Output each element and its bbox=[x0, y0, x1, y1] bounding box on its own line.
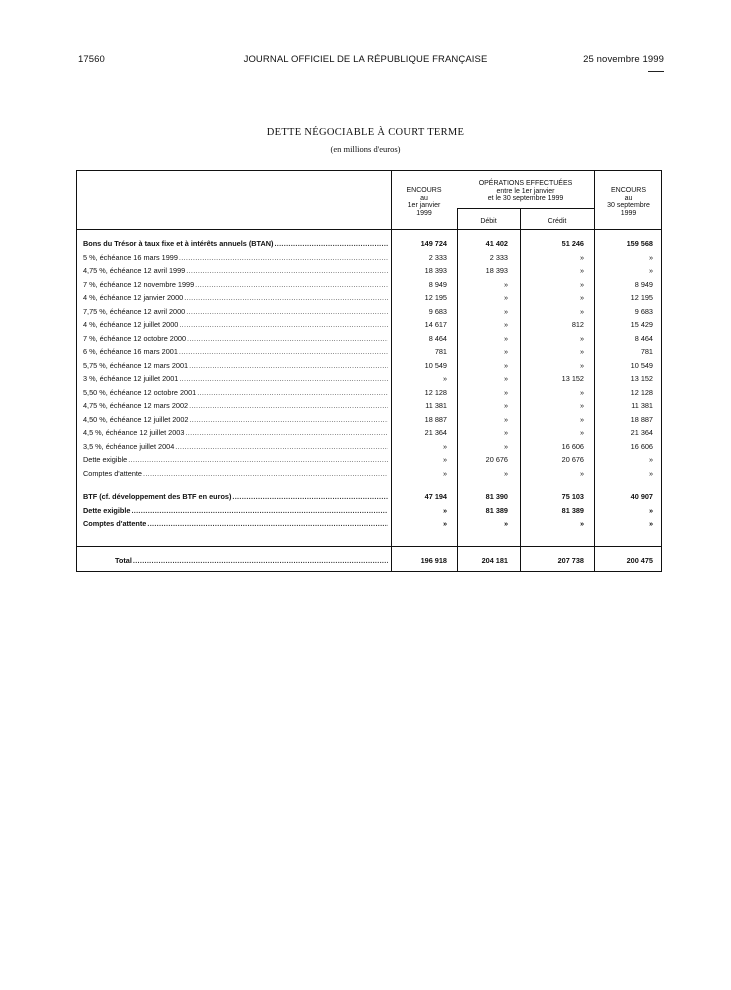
col-encours-debut bbox=[391, 187, 457, 217]
cell-debit: » bbox=[503, 279, 508, 289]
header-subdivider bbox=[457, 208, 594, 209]
cell-encours-fin: » bbox=[648, 468, 653, 478]
row-label bbox=[115, 554, 388, 568]
cell-credit: 16 606 bbox=[561, 441, 584, 451]
cell-encours-debut: 12 128 bbox=[424, 387, 447, 397]
cell-encours-debut: 21 364 bbox=[424, 428, 447, 437]
table-row bbox=[77, 490, 663, 504]
col-credit: Crédit bbox=[547, 218, 567, 225]
table-row bbox=[77, 453, 663, 467]
cell-credit: » bbox=[579, 519, 584, 528]
cell-encours-debut: 9 683 bbox=[428, 306, 447, 316]
cell-credit: » bbox=[579, 347, 584, 356]
table-subtitle: (en millions d'euros) bbox=[330, 144, 401, 154]
cell-credit: » bbox=[579, 279, 584, 289]
cell-encours-fin: 12 195 bbox=[630, 293, 653, 302]
page-number: 17560 bbox=[78, 54, 105, 65]
table-row bbox=[77, 305, 663, 319]
cell-encours-debut: 12 195 bbox=[424, 293, 447, 302]
col-encours-fin bbox=[594, 187, 663, 217]
table-row bbox=[77, 467, 663, 481]
cell-encours-debut: 8 464 bbox=[428, 333, 447, 343]
cell-encours-fin: » bbox=[648, 519, 653, 528]
cell-credit: » bbox=[579, 414, 584, 424]
cell-encours-debut: 8 949 bbox=[428, 279, 447, 289]
cell-credit: 51 246 bbox=[561, 239, 584, 248]
row-label bbox=[83, 467, 388, 481]
cell-debit: » bbox=[503, 401, 508, 410]
col-debit: Débit bbox=[480, 218, 497, 225]
row-label-text: 4 %, échéance 12 juillet 2000 bbox=[83, 320, 179, 329]
table-row bbox=[77, 318, 663, 332]
cell-encours-debut: » bbox=[442, 455, 447, 464]
row-label-text: Comptes d'attente bbox=[83, 468, 142, 478]
row-label-text: 4,75 %, échéance 12 mars 2002 bbox=[83, 401, 189, 410]
cell-debit: 81 390 bbox=[485, 492, 508, 501]
col-encours-debut-line: au bbox=[420, 194, 428, 202]
cell-encours-debut: 47 194 bbox=[424, 492, 447, 501]
journal-title: JOURNAL OFFICIEL DE LA RÉPUBLIQUE FRANÇAISE bbox=[243, 54, 488, 65]
issue-date: 25 novembre 1999 bbox=[583, 54, 664, 65]
cell-encours-fin: » bbox=[648, 455, 653, 464]
cell-encours-fin: 16 606 bbox=[630, 441, 653, 451]
table-row bbox=[77, 251, 663, 265]
total-separator bbox=[77, 546, 661, 547]
cell-encours-debut: » bbox=[442, 441, 447, 451]
row-label bbox=[83, 517, 388, 531]
cell-encours-fin: 13 152 bbox=[630, 374, 653, 383]
col-operations-line: entre le 1er janvier bbox=[496, 187, 555, 195]
cell-encours-debut: 2 333 bbox=[428, 252, 447, 262]
row-label bbox=[83, 426, 388, 440]
cell-encours-fin: 9 683 bbox=[634, 306, 653, 316]
cell-debit: » bbox=[503, 374, 508, 383]
cell-encours-fin: 159 568 bbox=[626, 239, 653, 248]
cell-encours-fin: 40 907 bbox=[630, 492, 653, 501]
table-row bbox=[77, 504, 663, 518]
row-label bbox=[83, 359, 388, 373]
debt-table bbox=[76, 170, 662, 572]
row-label bbox=[83, 440, 388, 454]
cell-encours-debut: » bbox=[442, 505, 447, 515]
row-label-text: 3 %, échéance 12 juillet 2001 bbox=[83, 374, 179, 383]
cell-debit: » bbox=[503, 468, 508, 478]
cell-encours-fin: » bbox=[648, 266, 653, 275]
table-row bbox=[77, 264, 663, 278]
header-rule bbox=[648, 71, 664, 72]
cell-encours-debut: 18 887 bbox=[424, 414, 447, 424]
table-row bbox=[77, 413, 663, 427]
row-label bbox=[83, 291, 388, 305]
row-label bbox=[83, 504, 388, 518]
row-label-text: Dette exigible bbox=[83, 505, 131, 515]
table-row bbox=[77, 237, 663, 251]
cell-credit: 20 676 bbox=[561, 455, 584, 464]
row-label bbox=[83, 372, 388, 386]
cell-debit: 18 393 bbox=[485, 266, 508, 275]
cell-encours-debut: 149 724 bbox=[420, 239, 447, 248]
row-label-text: 4,50 %, échéance 12 juillet 2002 bbox=[83, 414, 189, 424]
row-label-text: 5 %, échéance 16 mars 1999 bbox=[83, 252, 178, 262]
row-label bbox=[83, 237, 388, 251]
cell-encours-fin: 12 128 bbox=[630, 387, 653, 397]
row-label-text: 4,75 %, échéance 12 avril 1999 bbox=[83, 266, 186, 275]
col-encours-fin-line: 30 septembre bbox=[607, 202, 650, 209]
cell-encours-debut: » bbox=[442, 374, 447, 383]
row-label-text: 7 %, échéance 12 novembre 1999 bbox=[83, 279, 195, 289]
cell-debit: » bbox=[503, 320, 508, 329]
cell-encours-debut: » bbox=[442, 468, 447, 478]
cell-debit: » bbox=[503, 347, 508, 356]
table-row bbox=[77, 372, 663, 386]
row-label-text: 7,75 %, échéance 12 avril 2000 bbox=[83, 306, 186, 316]
cell-credit: » bbox=[579, 333, 584, 343]
row-label bbox=[83, 490, 388, 504]
cell-debit: » bbox=[503, 333, 508, 343]
cell-credit: » bbox=[579, 468, 584, 478]
row-label bbox=[83, 278, 388, 292]
row-label bbox=[83, 264, 388, 278]
cell-credit: » bbox=[579, 266, 584, 275]
table-row bbox=[77, 278, 663, 292]
cell-credit: 13 152 bbox=[561, 374, 584, 383]
cell-encours-debut: 14 617 bbox=[424, 320, 447, 329]
col-encours-fin-line: ENCOURS bbox=[610, 187, 646, 194]
cell-credit: » bbox=[579, 252, 584, 262]
cell-encours-debut: 11 381 bbox=[425, 401, 447, 410]
cell-credit: » bbox=[579, 401, 584, 410]
cell-credit: 812 bbox=[571, 320, 584, 329]
header-rule-bottom bbox=[77, 229, 661, 230]
cell-encours-fin: 10 549 bbox=[630, 360, 653, 370]
col-operations-line: et le 30 septembre 1999 bbox=[487, 195, 564, 202]
row-label-text: 5,50 %, échéance 12 octobre 2001 bbox=[83, 387, 197, 397]
cell-encours-fin: 18 887 bbox=[630, 414, 653, 424]
cell-encours-debut: 781 bbox=[434, 347, 447, 356]
col-encours-fin-line: au bbox=[624, 194, 633, 202]
row-label bbox=[83, 399, 388, 413]
cell-credit: » bbox=[579, 387, 584, 397]
cell-debit: 20 676 bbox=[485, 455, 508, 464]
col-encours-debut-line: 1999 bbox=[416, 209, 432, 217]
row-label-text: 4,5 %, échéance 12 juillet 2003 bbox=[83, 428, 185, 437]
cell-credit: » bbox=[579, 428, 584, 437]
col-encours-debut-line: 1er janvier bbox=[407, 202, 441, 209]
cell-credit: » bbox=[579, 306, 584, 316]
cell-encours-fin: 11 381 bbox=[631, 401, 653, 410]
row-label-text: 5,75 %, échéance 12 mars 2001 bbox=[83, 360, 189, 370]
cell-debit: » bbox=[503, 360, 508, 370]
total-row bbox=[77, 554, 663, 568]
table-row bbox=[77, 399, 663, 413]
cell-encours-fin: 8 464 bbox=[634, 333, 653, 343]
col-encours-debut-line: ENCOURS bbox=[406, 187, 442, 194]
table-title: DETTE NÉGOCIABLE À COURT TERME bbox=[266, 127, 465, 138]
table-row bbox=[77, 345, 663, 359]
cell-debit: » bbox=[503, 428, 508, 437]
cell-encours-fin: 21 364 bbox=[630, 428, 653, 437]
cell-debit: » bbox=[503, 519, 508, 528]
cell-encours-debut: 196 918 bbox=[420, 556, 447, 565]
row-label-text: Dette exigible bbox=[83, 455, 128, 464]
row-label bbox=[83, 345, 388, 359]
table-row bbox=[77, 359, 663, 373]
col-operations-line: OPÉRATIONS EFFECTUÉES bbox=[478, 180, 573, 187]
row-label-text: 6 %, échéance 16 mars 2001 bbox=[83, 347, 178, 356]
cell-encours-fin: 8 949 bbox=[634, 279, 653, 289]
row-label bbox=[83, 318, 388, 332]
cell-debit: » bbox=[503, 414, 508, 424]
row-label-text: Bons du Trésor à taux fixe et à intérêts annuels (BTAN) bbox=[83, 239, 274, 248]
cell-debit: » bbox=[503, 306, 508, 316]
row-label bbox=[83, 386, 388, 400]
cell-encours-debut: » bbox=[442, 519, 447, 528]
row-label-text: 4 %, échéance 12 janvier 2000 bbox=[83, 293, 184, 302]
cell-encours-debut: 10 549 bbox=[424, 360, 447, 370]
row-label bbox=[83, 413, 388, 427]
table-row bbox=[77, 426, 663, 440]
col-operations bbox=[457, 180, 594, 203]
cell-encours-fin: » bbox=[648, 505, 653, 515]
cell-debit: 204 181 bbox=[481, 556, 508, 565]
cell-encours-fin: 15 429 bbox=[630, 320, 653, 329]
table-row bbox=[77, 517, 663, 531]
cell-credit: 207 738 bbox=[557, 556, 584, 565]
table-row bbox=[77, 291, 663, 305]
row-label-text: 7 %, échéance 12 octobre 2000 bbox=[83, 333, 187, 343]
row-label bbox=[83, 453, 388, 467]
row-label bbox=[83, 332, 388, 346]
col-encours-fin-line: 1999 bbox=[620, 209, 637, 217]
table-row bbox=[77, 440, 663, 454]
row-label-text: Total bbox=[115, 556, 132, 565]
cell-credit: » bbox=[579, 293, 584, 302]
cell-encours-debut: 18 393 bbox=[424, 266, 447, 275]
table-row bbox=[77, 332, 663, 346]
row-label-text: BTF (cf. développement des BTF en euros) bbox=[83, 492, 232, 501]
row-label bbox=[83, 251, 388, 265]
cell-encours-fin: » bbox=[648, 252, 653, 262]
row-label bbox=[83, 305, 388, 319]
cell-credit: » bbox=[579, 360, 584, 370]
cell-encours-fin: 200 475 bbox=[626, 556, 653, 565]
cell-credit: 75 103 bbox=[561, 492, 584, 501]
table-row bbox=[77, 386, 663, 400]
cell-debit: » bbox=[503, 441, 508, 451]
row-label-text: 3,5 %, échéance juillet 2004 bbox=[83, 441, 175, 451]
cell-debit: 41 402 bbox=[485, 239, 508, 248]
cell-credit: 81 389 bbox=[561, 505, 584, 515]
cell-encours-fin: 781 bbox=[640, 347, 653, 356]
cell-debit: » bbox=[503, 293, 508, 302]
cell-debit: 2 333 bbox=[489, 252, 508, 262]
cell-debit: 81 389 bbox=[485, 505, 508, 515]
row-label-text: Comptes d'attente bbox=[83, 519, 147, 528]
cell-debit: » bbox=[503, 387, 508, 397]
